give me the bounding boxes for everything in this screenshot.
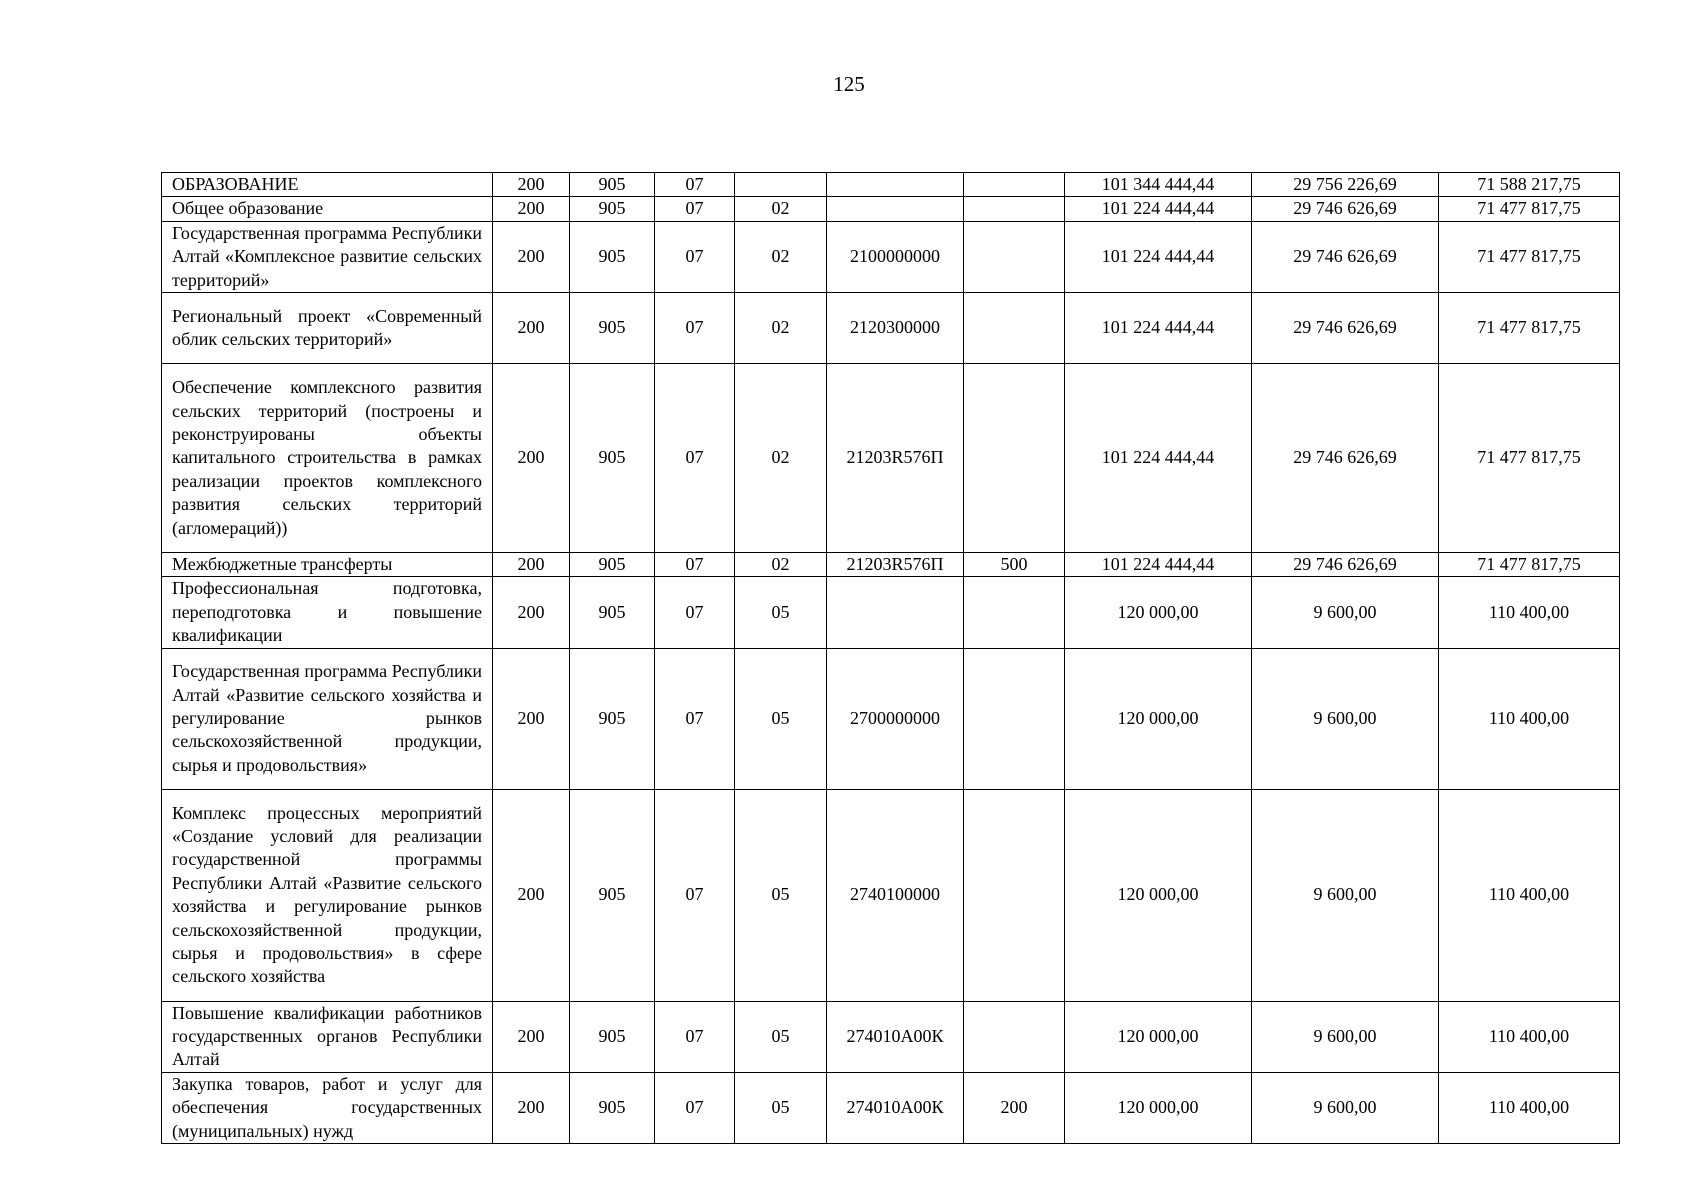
col-subsection-cell: 02 (735, 553, 827, 577)
col-expense-type-cell (964, 197, 1065, 221)
col-sum-regional-cell: 71 588 217,75 (1439, 173, 1620, 197)
col-sum-federal-cell: 29 746 626,69 (1252, 364, 1439, 553)
col-subsection-cell (735, 173, 827, 197)
col-sum-federal-cell: 29 756 226,69 (1252, 173, 1439, 197)
col-grbs-cell: 905 (570, 577, 655, 648)
col-sum-total-cell: 101 224 444,44 (1065, 293, 1252, 364)
col-code-cell: 200 (493, 1001, 570, 1072)
col-grbs-cell: 905 (570, 221, 655, 292)
table-row (162, 1001, 1620, 1072)
col-grbs-cell: 905 (570, 1072, 655, 1143)
col-sum-regional-cell: 71 477 817,75 (1439, 221, 1620, 292)
col-target-article-cell (827, 577, 964, 648)
col-section-cell: 07 (655, 293, 735, 364)
table-row (162, 789, 1620, 1001)
col-section-cell: 07 (655, 1001, 735, 1072)
col-sum-federal-cell: 9 600,00 (1252, 1072, 1439, 1143)
col-code-cell: 200 (493, 173, 570, 197)
col-subsection-cell: 02 (735, 364, 827, 553)
col-grbs-cell: 905 (570, 293, 655, 364)
col-subsection-cell: 02 (735, 293, 827, 364)
col-sum-regional-cell: 71 477 817,75 (1439, 197, 1620, 221)
row-name-cell: Обеспечение комплексного развития сельских территорий (построены и реконструированы объекты капитального строительства в рамках реализации проектов комплексного развития сельских территорий (агломераций)) (162, 364, 493, 553)
col-target-article-cell: 274010А00К (827, 1072, 964, 1143)
col-subsection-cell: 02 (735, 221, 827, 292)
col-code-cell: 200 (493, 197, 570, 221)
col-sum-federal-cell: 29 746 626,69 (1252, 197, 1439, 221)
col-sum-regional-cell: 71 477 817,75 (1439, 364, 1620, 553)
col-expense-type-cell (964, 1001, 1065, 1072)
row-name-cell: Региональный проект «Современный облик сельских территорий» (162, 293, 493, 364)
row-name-cell: Государственная программа Республики Алтай «Комплексное развитие сельских территорий» (162, 221, 493, 292)
col-target-article-cell: 2700000000 (827, 648, 964, 789)
col-sum-regional-cell: 110 400,00 (1439, 577, 1620, 648)
col-code-cell: 200 (493, 789, 570, 1001)
col-expense-type-cell (964, 789, 1065, 1001)
col-grbs-cell: 905 (570, 789, 655, 1001)
col-grbs-cell: 905 (570, 648, 655, 789)
col-sum-total-cell: 120 000,00 (1065, 648, 1252, 789)
row-name-cell: Комплекс процессных мероприятий «Создание условий для реализации государственной программы Республики Алтай «Развитие сельского хозяйства и регулирование рынков сельскохозяйственной продукции, сырья и продовольствия» в сфере сельского хозяйства (162, 789, 493, 1001)
col-sum-federal-cell: 29 746 626,69 (1252, 221, 1439, 292)
col-expense-type-cell (964, 364, 1065, 553)
col-sum-regional-cell: 110 400,00 (1439, 1072, 1620, 1143)
table-row (162, 221, 1620, 292)
col-code-cell: 200 (493, 221, 570, 292)
col-section-cell: 07 (655, 553, 735, 577)
col-sum-regional-cell: 71 477 817,75 (1439, 553, 1620, 577)
col-target-article-cell: 274010А00К (827, 1001, 964, 1072)
col-expense-type-cell: 200 (964, 1072, 1065, 1143)
table-row (162, 293, 1620, 364)
col-sum-total-cell: 120 000,00 (1065, 789, 1252, 1001)
col-section-cell: 07 (655, 577, 735, 648)
col-section-cell: 07 (655, 789, 735, 1001)
row-name-cell: Межбюджетные трансферты (162, 553, 493, 577)
col-code-cell: 200 (493, 553, 570, 577)
col-subsection-cell: 05 (735, 1001, 827, 1072)
col-sum-regional-cell: 71 477 817,75 (1439, 293, 1620, 364)
budget-table (161, 172, 1620, 1144)
col-subsection-cell: 05 (735, 648, 827, 789)
col-grbs-cell: 905 (570, 1001, 655, 1072)
col-target-article-cell: 21203R576П (827, 364, 964, 553)
col-expense-type-cell (964, 221, 1065, 292)
col-sum-total-cell: 101 224 444,44 (1065, 553, 1252, 577)
col-subsection-cell: 02 (735, 197, 827, 221)
col-section-cell: 07 (655, 173, 735, 197)
table-body (162, 173, 1620, 1144)
col-code-cell: 200 (493, 364, 570, 553)
col-target-article-cell: 2120300000 (827, 293, 964, 364)
col-expense-type-cell (964, 577, 1065, 648)
col-target-article-cell (827, 197, 964, 221)
table-row (162, 648, 1620, 789)
table-row (162, 553, 1620, 577)
col-sum-regional-cell: 110 400,00 (1439, 648, 1620, 789)
table-row (162, 173, 1620, 197)
col-subsection-cell: 05 (735, 1072, 827, 1143)
col-sum-federal-cell: 9 600,00 (1252, 1001, 1439, 1072)
col-grbs-cell: 905 (570, 553, 655, 577)
col-expense-type-cell: 500 (964, 553, 1065, 577)
col-sum-total-cell: 101 224 444,44 (1065, 364, 1252, 553)
col-sum-regional-cell: 110 400,00 (1439, 789, 1620, 1001)
col-grbs-cell: 905 (570, 197, 655, 221)
col-expense-type-cell (964, 173, 1065, 197)
col-code-cell: 200 (493, 1072, 570, 1143)
col-sum-total-cell: 101 224 444,44 (1065, 197, 1252, 221)
col-code-cell: 200 (493, 648, 570, 789)
row-name-cell: Общее образование (162, 197, 493, 221)
table-row (162, 577, 1620, 648)
col-section-cell: 07 (655, 197, 735, 221)
col-sum-federal-cell: 9 600,00 (1252, 648, 1439, 789)
col-sum-federal-cell: 9 600,00 (1252, 577, 1439, 648)
col-section-cell: 07 (655, 221, 735, 292)
row-name-cell: Закупка товаров, работ и услуг для обеспечения государственных (муниципальных) нужд (162, 1072, 493, 1143)
col-grbs-cell: 905 (570, 173, 655, 197)
col-expense-type-cell (964, 293, 1065, 364)
col-sum-total-cell: 120 000,00 (1065, 1072, 1252, 1143)
col-sum-federal-cell: 9 600,00 (1252, 789, 1439, 1001)
col-subsection-cell: 05 (735, 577, 827, 648)
col-section-cell: 07 (655, 648, 735, 789)
col-section-cell: 07 (655, 364, 735, 553)
row-name-cell: Государственная программа Республики Алтай «Развитие сельского хозяйства и регулирование рынков сельскохозяйственной продукции, сырья и продовольствия» (162, 648, 493, 789)
page-number: 125 (833, 72, 865, 96)
col-code-cell: 200 (493, 577, 570, 648)
col-expense-type-cell (964, 648, 1065, 789)
col-subsection-cell: 05 (735, 789, 827, 1001)
col-sum-total-cell: 101 224 444,44 (1065, 221, 1252, 292)
col-section-cell: 07 (655, 1072, 735, 1143)
col-sum-regional-cell: 110 400,00 (1439, 1001, 1620, 1072)
col-sum-total-cell: 120 000,00 (1065, 577, 1252, 648)
col-target-article-cell: 2740100000 (827, 789, 964, 1001)
row-name-cell: ОБРАЗОВАНИЕ (162, 173, 493, 197)
col-sum-federal-cell: 29 746 626,69 (1252, 553, 1439, 577)
col-sum-total-cell: 101 344 444,44 (1065, 173, 1252, 197)
row-name-cell: Профессиональная подготовка, переподготовка и повышение квалификации (162, 577, 493, 648)
col-target-article-cell (827, 173, 964, 197)
col-sum-total-cell: 120 000,00 (1065, 1001, 1252, 1072)
col-code-cell: 200 (493, 293, 570, 364)
col-sum-federal-cell: 29 746 626,69 (1252, 293, 1439, 364)
col-target-article-cell: 2100000000 (827, 221, 964, 292)
row-name-cell: Повышение квалификации работников государственных органов Республики Алтай (162, 1001, 493, 1072)
col-grbs-cell: 905 (570, 364, 655, 553)
table-row (162, 1072, 1620, 1143)
table-row (162, 197, 1620, 221)
col-target-article-cell: 21203R576П (827, 553, 964, 577)
table-row (162, 364, 1620, 553)
